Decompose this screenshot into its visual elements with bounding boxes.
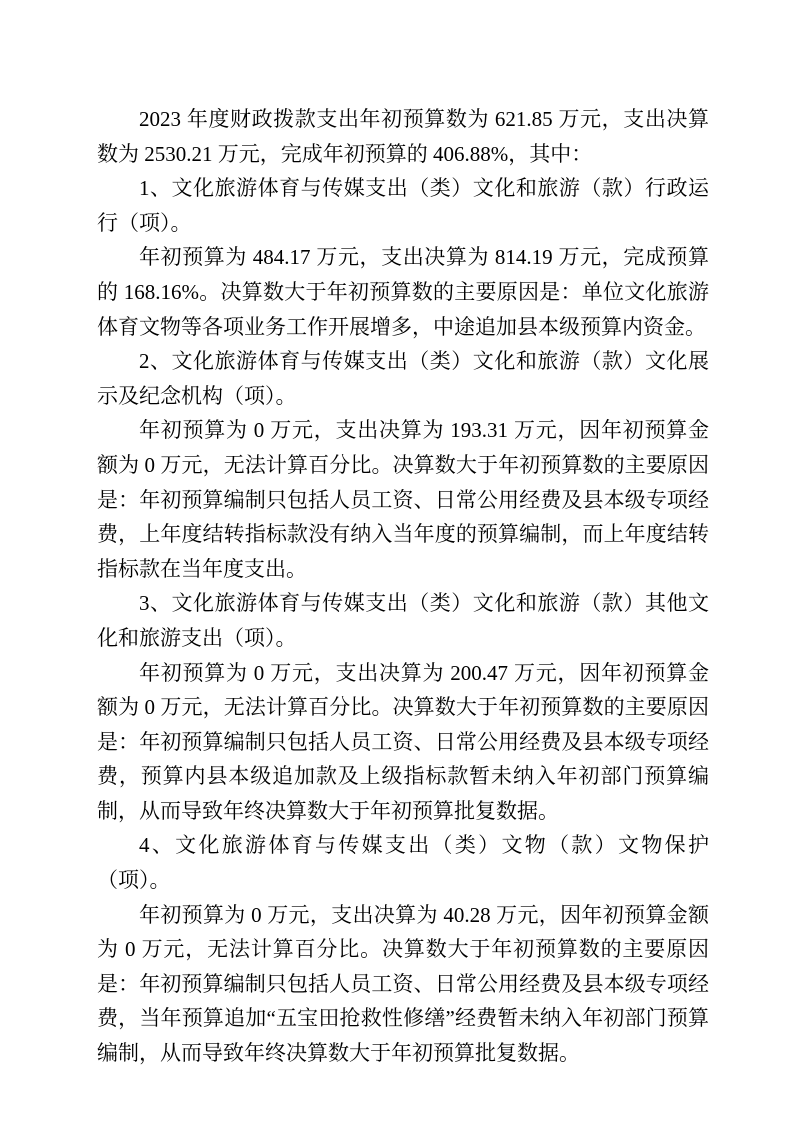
paragraph-item-2-detail: 年初预算为 0 万元，支出决算为 193.31 万元，因年初预算金额为 0 万元，无法计算百分比。决算数大于年初预算数的主要原因是：年初预算编制只包括人员工资、日常公用经费及县本级专项经费，上年度结转指标款没有纳入当年度的预算编制，而上年度结转指标款在当年度支出。 [97,418,709,581]
document-text-block [97,102,709,1071]
paragraph-summary: 2023 年度财政拨款支出年初预算数为 621.85 万元，支出决算数为 2530.21 万元，完成年初预算的 406.88%，其中： [97,107,709,166]
paragraph-item-1-detail: 年初预算为 484.17 万元，支出决算为 814.19 万元，完成预算的 168.16%。决算数大于年初预算数的主要原因是：单位文化旅游体育文物等各项业务工作开展增多，中途追加县本级预算内资金。 [97,245,709,339]
paragraph-item-2-heading: 2、文化旅游体育与传媒支出（类）文化和旅游（款）文化展示及纪念机构（项）。 [97,349,709,408]
paragraph-item-3-detail: 年初预算为 0 万元，支出决算为 200.47 万元，因年初预算金额为 0 万元，无法计算百分比。决算数大于年初预算数的主要原因是：年初预算编制只包括人员工资、日常公用经费及县本级专项经费，预算内县本级追加款及上级指标款暂未纳入年初部门预算编制，从而导致年终决算数大于年初预算批复数据。 [97,660,709,823]
paragraph-item-4-heading: 4、文化旅游体育与传媒支出（类）文物（款）文物保护（项）。 [97,833,709,893]
paragraph-item-1-heading: 1、文化旅游体育与传媒支出（类）文化和旅游（款）行政运行（项）。 [97,176,709,235]
paragraph-item-3-heading: 3、文化旅游体育与传媒支出（类）文化和旅游（款）其他文化和旅游支出（项）。 [97,591,709,650]
paragraph-item-4-detail: 年初预算为 0 万元，支出决算为 40.28 万元，因年初预算金额为 0 万元，无法计算百分比。决算数大于年初预算数的主要原因是：年初预算编制只包括人员工资、日常公用经费及县本级专项经费，当年预算追加“五宝田抢救性修缮”经费暂未纳入年初部门预算编制，从而导致年终决算数大于年初预算批复数据。 [97,902,709,1066]
